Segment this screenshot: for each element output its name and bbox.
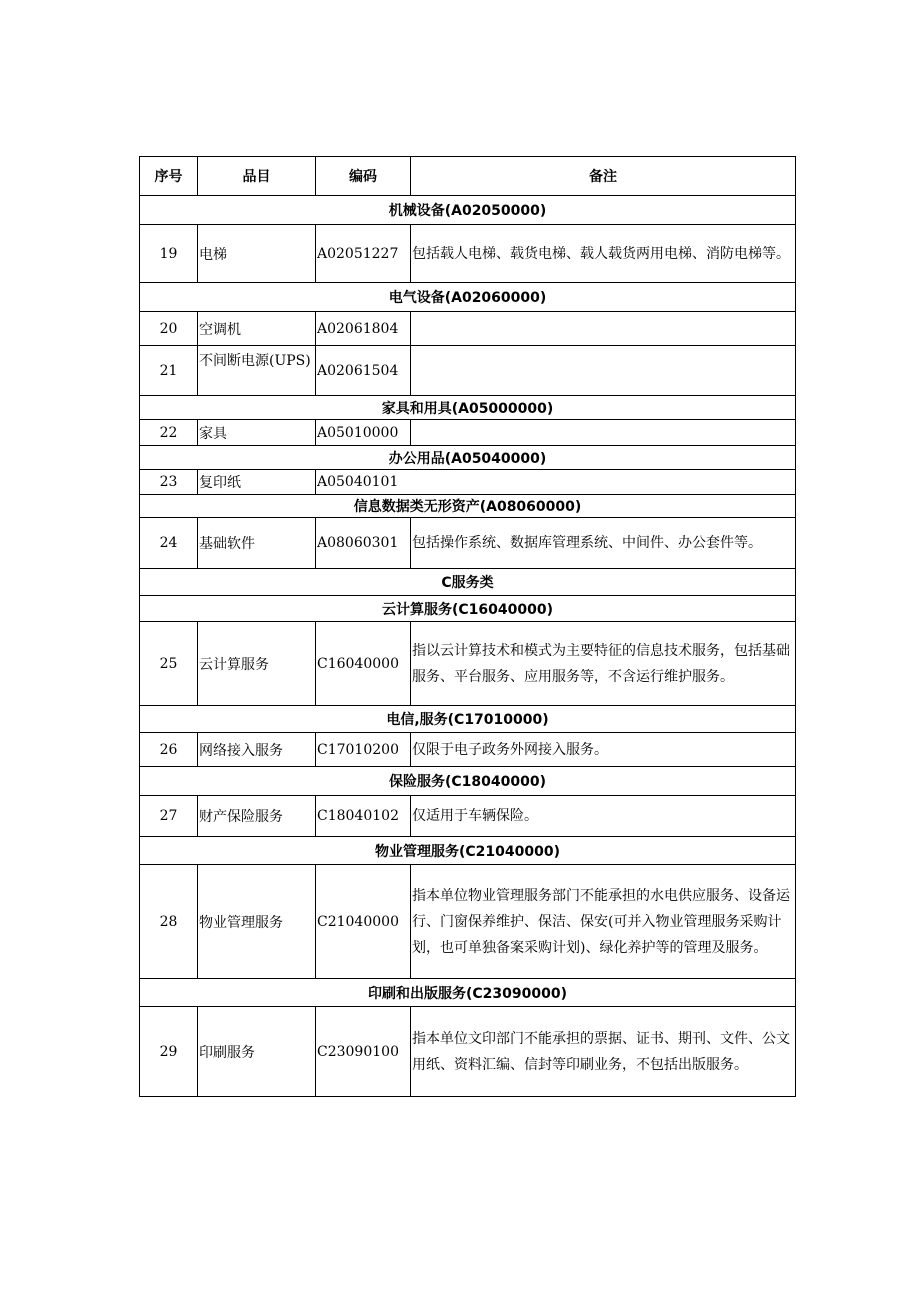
row-item: 基础软件 — [198, 518, 316, 569]
section-row — [140, 196, 796, 225]
table-row — [140, 518, 796, 569]
row-note: 仅适用于车辆保险。 — [411, 796, 796, 837]
section-row — [140, 283, 796, 312]
section-row — [140, 706, 796, 733]
table-row — [140, 470, 796, 495]
row-index: 27 — [140, 796, 198, 837]
table-row — [140, 346, 796, 396]
section-row — [140, 767, 796, 796]
row-code: A08060301 — [316, 518, 411, 569]
section-title: C服务类 — [140, 569, 796, 596]
row-index: 21 — [140, 346, 198, 396]
section-row — [140, 837, 796, 865]
section-title: 电气设备(A02060000) — [140, 283, 796, 312]
procurement-catalog-table — [139, 156, 796, 1097]
section-row — [140, 979, 796, 1007]
row-code: C21040000 — [316, 865, 411, 979]
table-row — [140, 420, 796, 446]
section-title: 家具和用具(A05000000) — [140, 396, 796, 420]
row-note: 指本单位物业管理服务部门不能承担的水电供应服务、设备运行、门窗保养维护、保洁、保安(可并入物业管理服务采购计划，也可单独备案采购计划)、绿化养护等的管理及服务。 — [411, 865, 796, 979]
table-row — [140, 312, 796, 346]
header-code: 编码 — [316, 157, 411, 196]
section-row — [140, 396, 796, 420]
section-title: 信息数据类无形资产(A08060000) — [140, 495, 796, 518]
row-code: C23090100 — [316, 1007, 411, 1097]
table-row — [140, 865, 796, 979]
row-item: 空调机 — [198, 312, 316, 346]
row-index: 29 — [140, 1007, 198, 1097]
row-note — [411, 312, 796, 346]
section-row — [140, 495, 796, 518]
row-code: A02061804 — [316, 312, 411, 346]
row-index: 22 — [140, 420, 198, 446]
row-note — [411, 420, 796, 446]
row-index: 26 — [140, 733, 198, 767]
row-index: 20 — [140, 312, 198, 346]
row-note: 指本单位文印部门不能承担的票据、证书、期刊、文件、公文用纸、资料汇编、信封等印刷业务，不包括出版服务。 — [411, 1007, 796, 1097]
row-item: 财产保险服务 — [198, 796, 316, 837]
row-item: 不间断电源(UPS) — [198, 346, 316, 396]
section-title: 电信,服务(C17010000) — [140, 706, 796, 733]
section-title: 保险服务(C18040000) — [140, 767, 796, 796]
row-item: 印刷服务 — [198, 1007, 316, 1097]
row-code: A02061504 — [316, 346, 411, 396]
table-row — [140, 796, 796, 837]
row-note: 仅限于电子政务外网接入服务。 — [411, 733, 796, 767]
section-title: 机械设备(A02050000) — [140, 196, 796, 225]
row-index: 25 — [140, 622, 198, 706]
table-row — [140, 225, 796, 283]
row-note: 指以云计算技术和模式为主要特征的信息技术服务，包括基础服务、平台服务、应用服务等，不含运行维护服务。 — [411, 622, 796, 706]
header-item: 品目 — [198, 157, 316, 196]
row-index: 19 — [140, 225, 198, 283]
table-row — [140, 1007, 796, 1097]
row-index: 23 — [140, 470, 198, 495]
row-code: A05040101 — [316, 470, 796, 495]
row-index: 28 — [140, 865, 198, 979]
row-note: 包括操作系统、数据库管理系统、中间件、办公套件等。 — [411, 518, 796, 569]
row-code: C16040000 — [316, 622, 411, 706]
section-row — [140, 446, 796, 470]
section-title: 云计算服务(C16040000) — [140, 596, 796, 622]
row-item: 家具 — [198, 420, 316, 446]
row-note — [411, 346, 796, 396]
section-row — [140, 569, 796, 596]
row-item: 电梯 — [198, 225, 316, 283]
row-note: 包括载人电梯、载货电梯、载人载货两用电梯、消防电梯等。 — [411, 225, 796, 283]
row-item: 复印纸 — [198, 470, 316, 495]
table-row — [140, 622, 796, 706]
row-code: C18040102 — [316, 796, 411, 837]
section-row — [140, 596, 796, 622]
table-header-row — [140, 157, 796, 196]
table-row — [140, 733, 796, 767]
section-title: 物业管理服务(C21040000) — [140, 837, 796, 865]
row-item: 网络接入服务 — [198, 733, 316, 767]
header-index: 序号 — [140, 157, 198, 196]
row-code: A02051227 — [316, 225, 411, 283]
row-code: A05010000 — [316, 420, 411, 446]
header-note: 备注 — [411, 157, 796, 196]
row-item: 云计算服务 — [198, 622, 316, 706]
section-title: 办公用品(A05040000) — [140, 446, 796, 470]
row-item: 物业管理服务 — [198, 865, 316, 979]
row-index: 24 — [140, 518, 198, 569]
row-code: C17010200 — [316, 733, 411, 767]
section-title: 印刷和出版服务(C23090000) — [140, 979, 796, 1007]
